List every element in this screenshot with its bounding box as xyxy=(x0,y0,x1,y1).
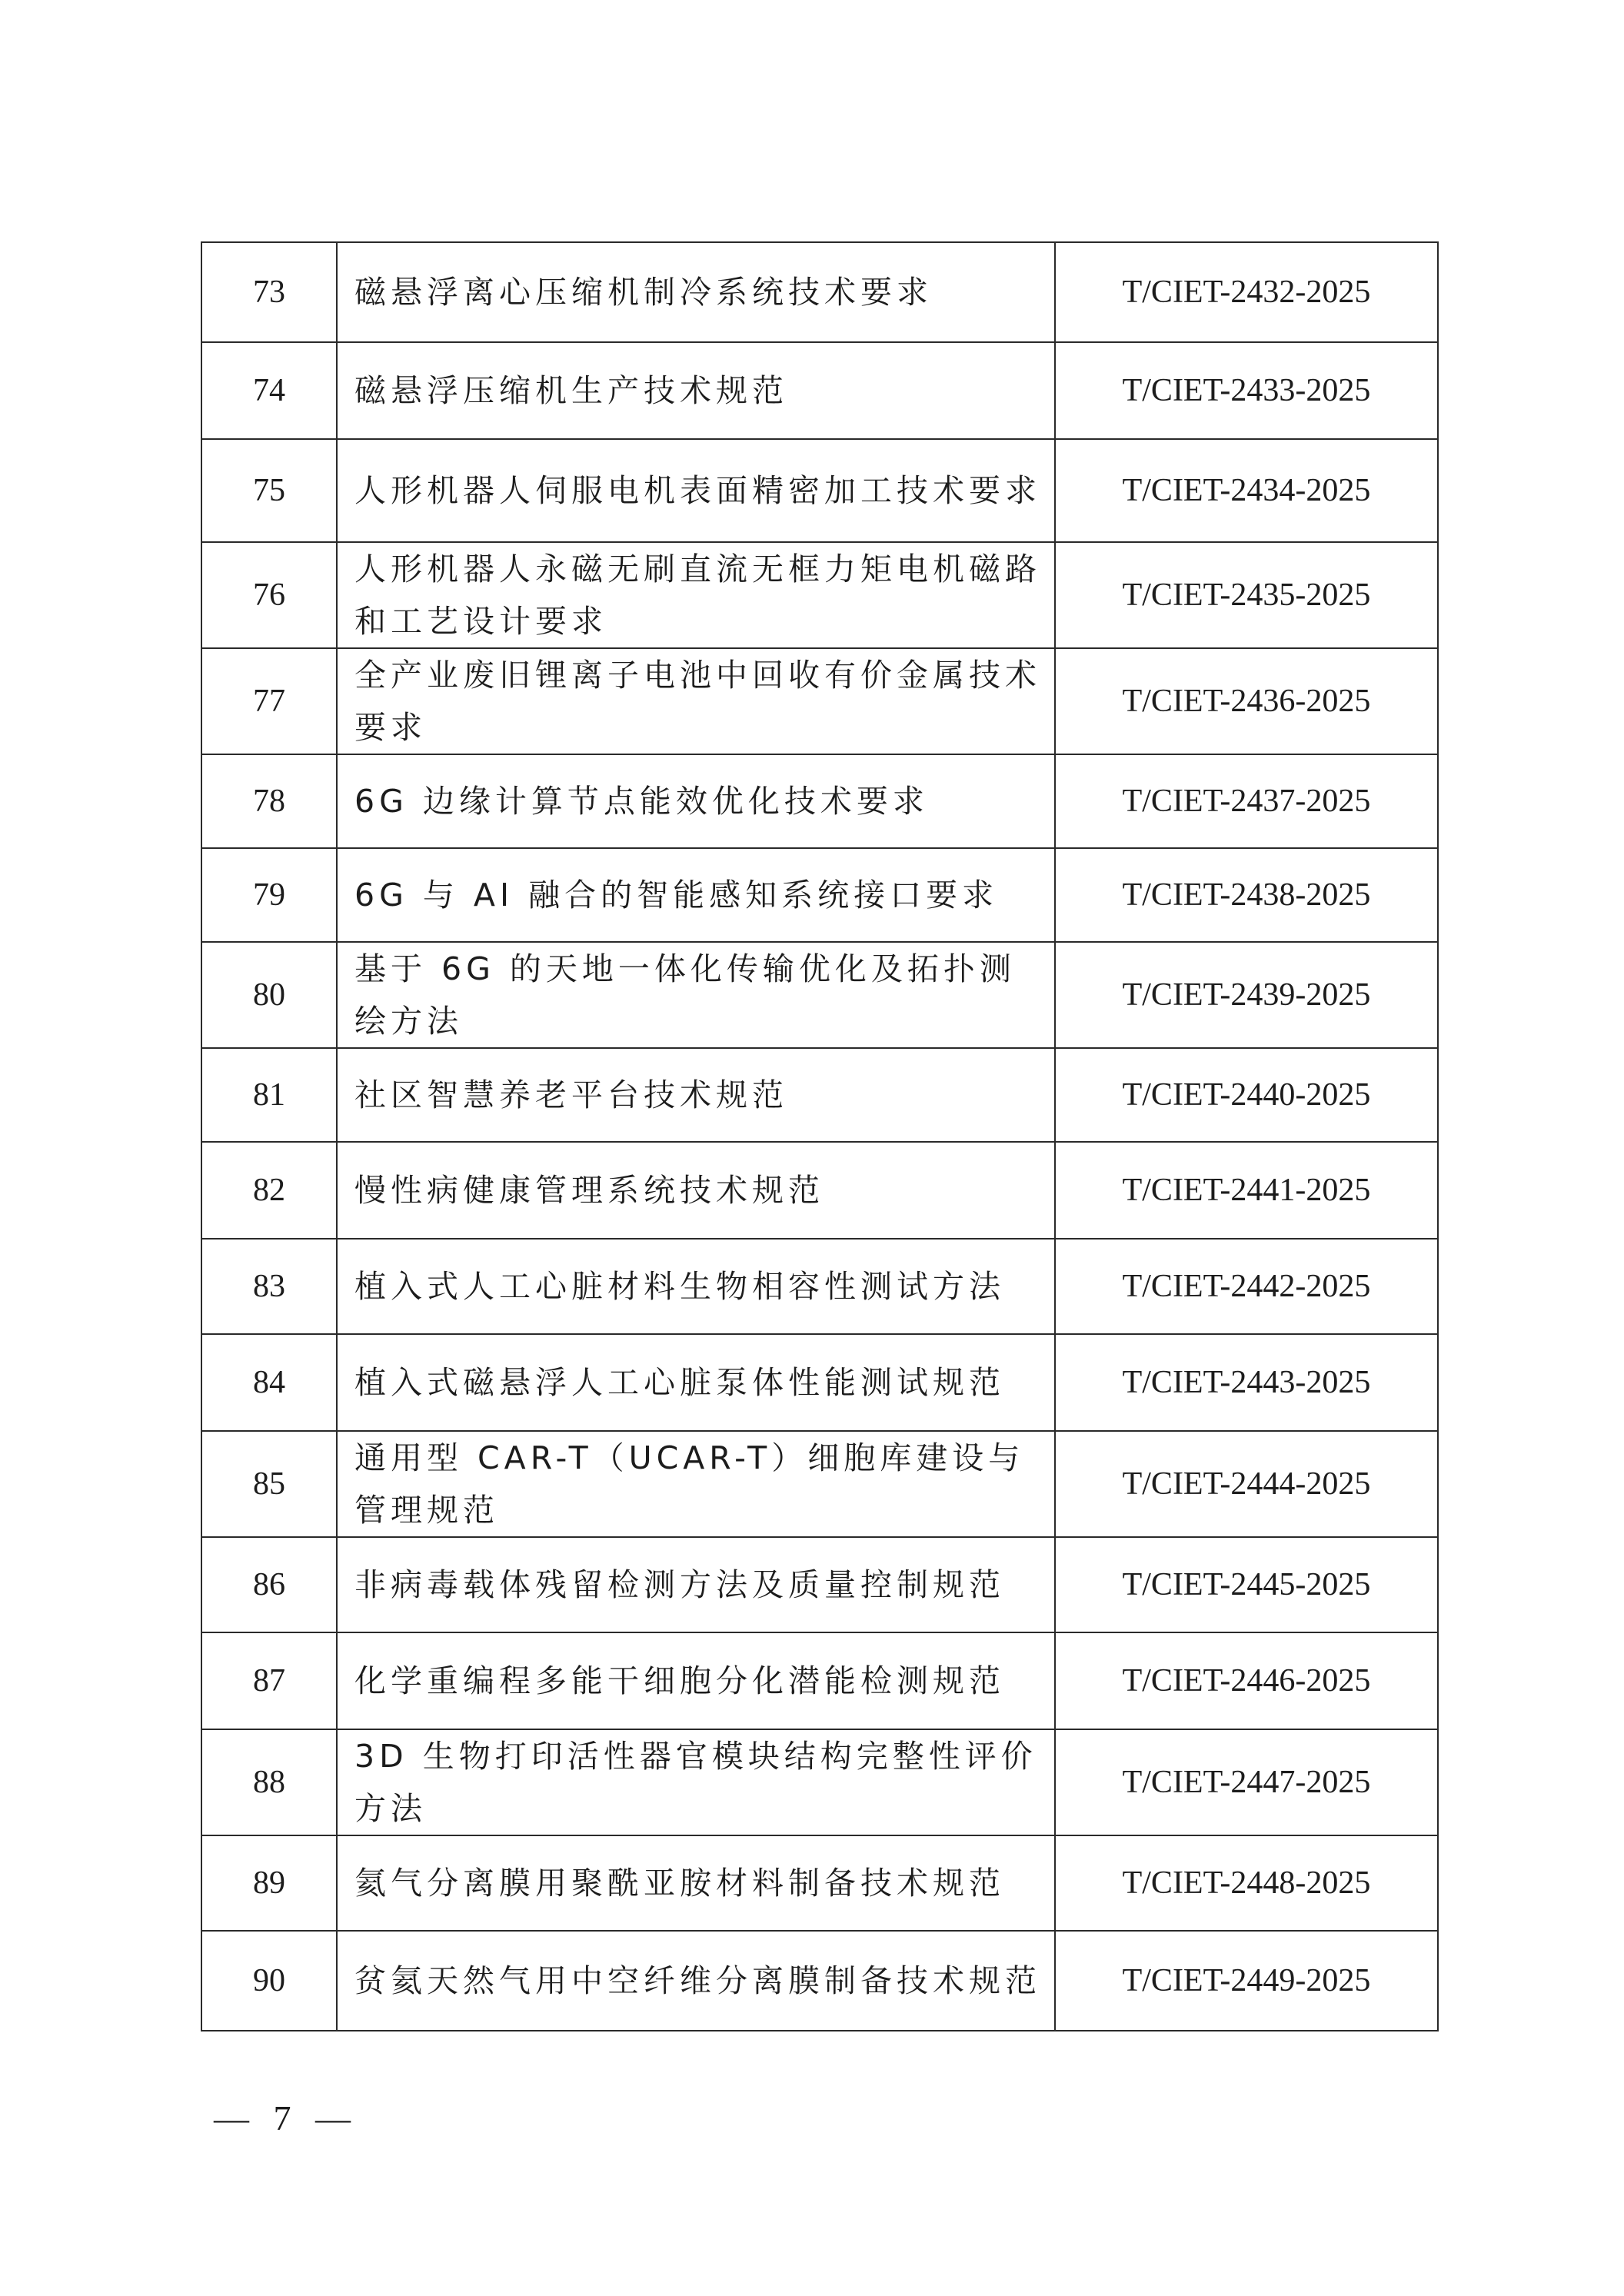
standard-name: 3D 生物打印活性器官模块结构完整性评价方法 xyxy=(337,1729,1055,1835)
standard-code: T/CIET-2438-2025 xyxy=(1055,848,1438,942)
table-row xyxy=(201,542,1438,648)
standard-code: T/CIET-2443-2025 xyxy=(1055,1334,1438,1431)
row-number: 76 xyxy=(201,542,337,648)
table-row xyxy=(201,848,1438,942)
row-number: 79 xyxy=(201,848,337,942)
standard-name: 全产业废旧锂离子电池中回收有价金属技术要求 xyxy=(337,648,1055,754)
table-row xyxy=(201,1835,1438,1931)
standard-name: 非病毒载体残留检测方法及质量控制规范 xyxy=(337,1537,1055,1632)
standard-code: T/CIET-2449-2025 xyxy=(1055,1931,1438,2031)
standard-name: 基于 6G 的天地一体化传输优化及拓扑测绘方法 xyxy=(337,942,1055,1048)
row-number: 86 xyxy=(201,1537,337,1632)
table-row xyxy=(201,942,1438,1048)
table-row xyxy=(201,1334,1438,1431)
standard-name: 氦气分离膜用聚酰亚胺材料制备技术规范 xyxy=(337,1835,1055,1931)
table-row xyxy=(201,1729,1438,1835)
standard-code: T/CIET-2433-2025 xyxy=(1055,342,1438,439)
table-row xyxy=(201,1537,1438,1632)
standard-code: T/CIET-2432-2025 xyxy=(1055,242,1438,342)
row-number: 87 xyxy=(201,1632,337,1729)
table-row xyxy=(201,439,1438,542)
row-number: 74 xyxy=(201,342,337,439)
standard-name: 通用型 CAR-T（UCAR-T）细胞库建设与管理规范 xyxy=(337,1431,1055,1537)
table-row xyxy=(201,648,1438,754)
row-number: 90 xyxy=(201,1931,337,2031)
row-number: 85 xyxy=(201,1431,337,1537)
standard-code: T/CIET-2444-2025 xyxy=(1055,1431,1438,1537)
standard-name: 6G 与 AI 融合的智能感知系统接口要求 xyxy=(337,848,1055,942)
standards-table-body xyxy=(201,242,1438,2031)
table-row xyxy=(201,1048,1438,1142)
page-number: — 7 — xyxy=(214,2098,358,2138)
row-number: 89 xyxy=(201,1835,337,1931)
table-row xyxy=(201,1632,1438,1729)
standard-name: 人形机器人永磁无刷直流无框力矩电机磁路和工艺设计要求 xyxy=(337,542,1055,648)
table-row xyxy=(201,242,1438,342)
row-number: 81 xyxy=(201,1048,337,1142)
standard-name: 慢性病健康管理系统技术规范 xyxy=(337,1142,1055,1239)
row-number: 73 xyxy=(201,242,337,342)
standard-code: T/CIET-2434-2025 xyxy=(1055,439,1438,542)
row-number: 78 xyxy=(201,754,337,848)
standard-code: T/CIET-2448-2025 xyxy=(1055,1835,1438,1931)
standard-code: T/CIET-2435-2025 xyxy=(1055,542,1438,648)
standard-name: 磁悬浮压缩机生产技术规范 xyxy=(337,342,1055,439)
standard-code: T/CIET-2437-2025 xyxy=(1055,754,1438,848)
standard-name: 植入式磁悬浮人工心脏泵体性能测试规范 xyxy=(337,1334,1055,1431)
row-number: 88 xyxy=(201,1729,337,1835)
row-number: 80 xyxy=(201,942,337,1048)
row-number: 83 xyxy=(201,1239,337,1334)
table-row xyxy=(201,754,1438,848)
standard-code: T/CIET-2441-2025 xyxy=(1055,1142,1438,1239)
table-row xyxy=(201,1239,1438,1334)
standard-code: T/CIET-2445-2025 xyxy=(1055,1537,1438,1632)
row-number: 77 xyxy=(201,648,337,754)
table-row xyxy=(201,342,1438,439)
standards-table xyxy=(201,241,1439,2031)
standard-code: T/CIET-2436-2025 xyxy=(1055,648,1438,754)
standard-code: T/CIET-2447-2025 xyxy=(1055,1729,1438,1835)
standard-name: 6G 边缘计算节点能效优化技术要求 xyxy=(337,754,1055,848)
standard-name: 植入式人工心脏材料生物相容性测试方法 xyxy=(337,1239,1055,1334)
standard-name: 人形机器人伺服电机表面精密加工技术要求 xyxy=(337,439,1055,542)
standard-name: 社区智慧养老平台技术规范 xyxy=(337,1048,1055,1142)
table-row xyxy=(201,1431,1438,1537)
standard-code: T/CIET-2442-2025 xyxy=(1055,1239,1438,1334)
standard-code: T/CIET-2446-2025 xyxy=(1055,1632,1438,1729)
table-row xyxy=(201,1931,1438,2031)
standard-code: T/CIET-2439-2025 xyxy=(1055,942,1438,1048)
standard-name: 化学重编程多能干细胞分化潜能检测规范 xyxy=(337,1632,1055,1729)
row-number: 82 xyxy=(201,1142,337,1239)
standard-name: 贫氦天然气用中空纤维分离膜制备技术规范 xyxy=(337,1931,1055,2031)
standard-code: T/CIET-2440-2025 xyxy=(1055,1048,1438,1142)
row-number: 84 xyxy=(201,1334,337,1431)
standard-name: 磁悬浮离心压缩机制冷系统技术要求 xyxy=(337,242,1055,342)
row-number: 75 xyxy=(201,439,337,542)
table-row xyxy=(201,1142,1438,1239)
